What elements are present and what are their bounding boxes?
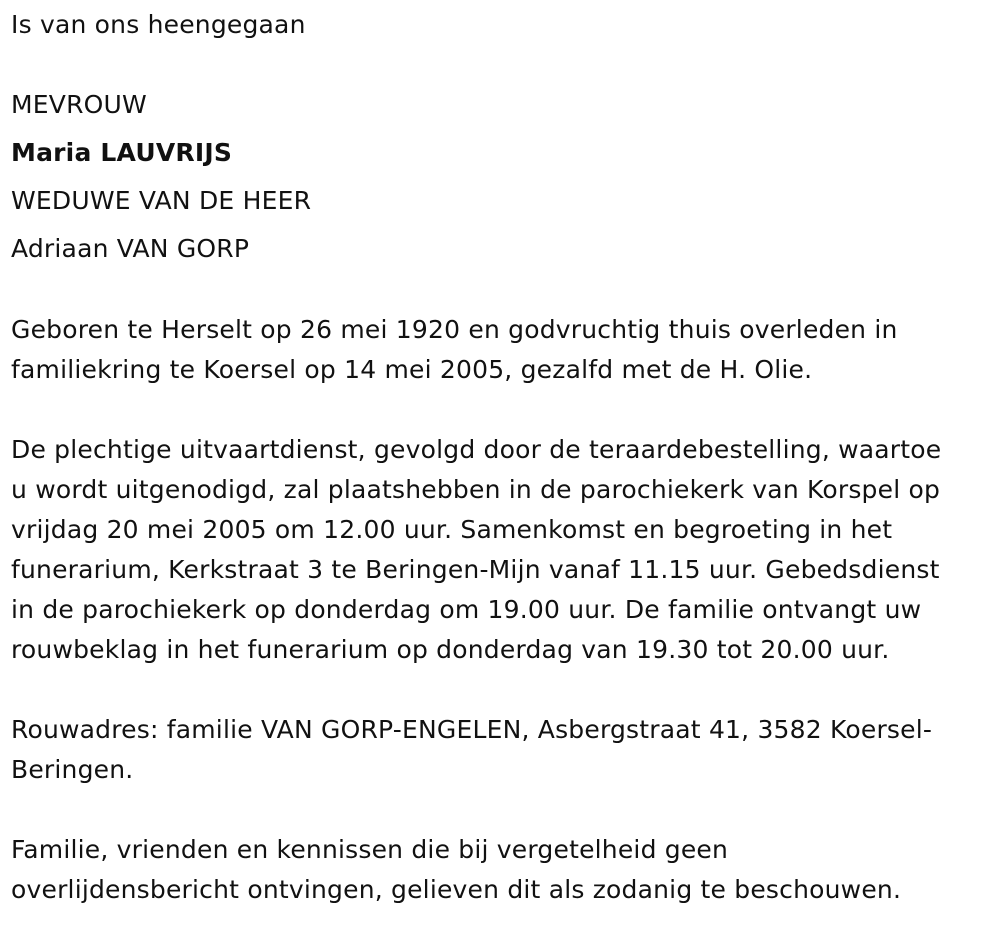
relation-text: WEDUWE VAN DE HEER xyxy=(11,186,312,215)
intro-text: Is van ons heengegaan xyxy=(11,10,306,39)
paragraph-line: vrijdag 20 mei 2005 om 12.00 uur. Samenkomst en begroeting in het xyxy=(11,515,893,544)
closing-paragraph xyxy=(11,830,996,910)
service-paragraph xyxy=(11,430,996,670)
deceased-name: Maria LAUVRIJS xyxy=(11,138,233,167)
paragraph-line: u wordt uitgenodigd, zal plaatshebben in de parochiekerk van Korspel op xyxy=(11,475,941,504)
paragraph-line: Rouwadres: familie VAN GORP-ENGELEN, Asbergstraat 41, 3582 Koersel- xyxy=(11,715,933,744)
title-prefix: MEVROUW xyxy=(11,90,147,119)
paragraph-line: funerarium, Kerkstraat 3 te Beringen-Mijn vanaf 11.15 uur. Gebedsdienst xyxy=(11,555,940,584)
address-paragraph xyxy=(11,710,996,790)
paragraph-line: rouwbeklag in het funerarium op donderdag van 19.30 tot 20.00 uur. xyxy=(11,635,890,664)
paragraph-line: De plechtige uitvaartdienst, gevolgd door de teraardebestelling, waartoe xyxy=(11,435,942,464)
spouse-name: Adriaan VAN GORP xyxy=(11,234,250,263)
paragraph-line: in de parochiekerk op donderdag om 19.00 uur. De familie ontvangt uw xyxy=(11,595,922,624)
birth-death-paragraph xyxy=(11,310,996,390)
paragraph-line: familiekring te Koersel op 14 mei 2005, gezalfd met de H. Olie. xyxy=(11,355,813,384)
paragraph-line: Familie, vrienden en kennissen die bij vergetelheid geen xyxy=(11,835,729,864)
paragraph-line: overlijdensbericht ontvingen, gelieven dit als zodanig te beschouwen. xyxy=(11,875,902,904)
paragraph-line: Beringen. xyxy=(11,755,134,784)
paragraph-line: Geboren te Herselt op 26 mei 1920 en godvruchtig thuis overleden in xyxy=(11,315,898,344)
